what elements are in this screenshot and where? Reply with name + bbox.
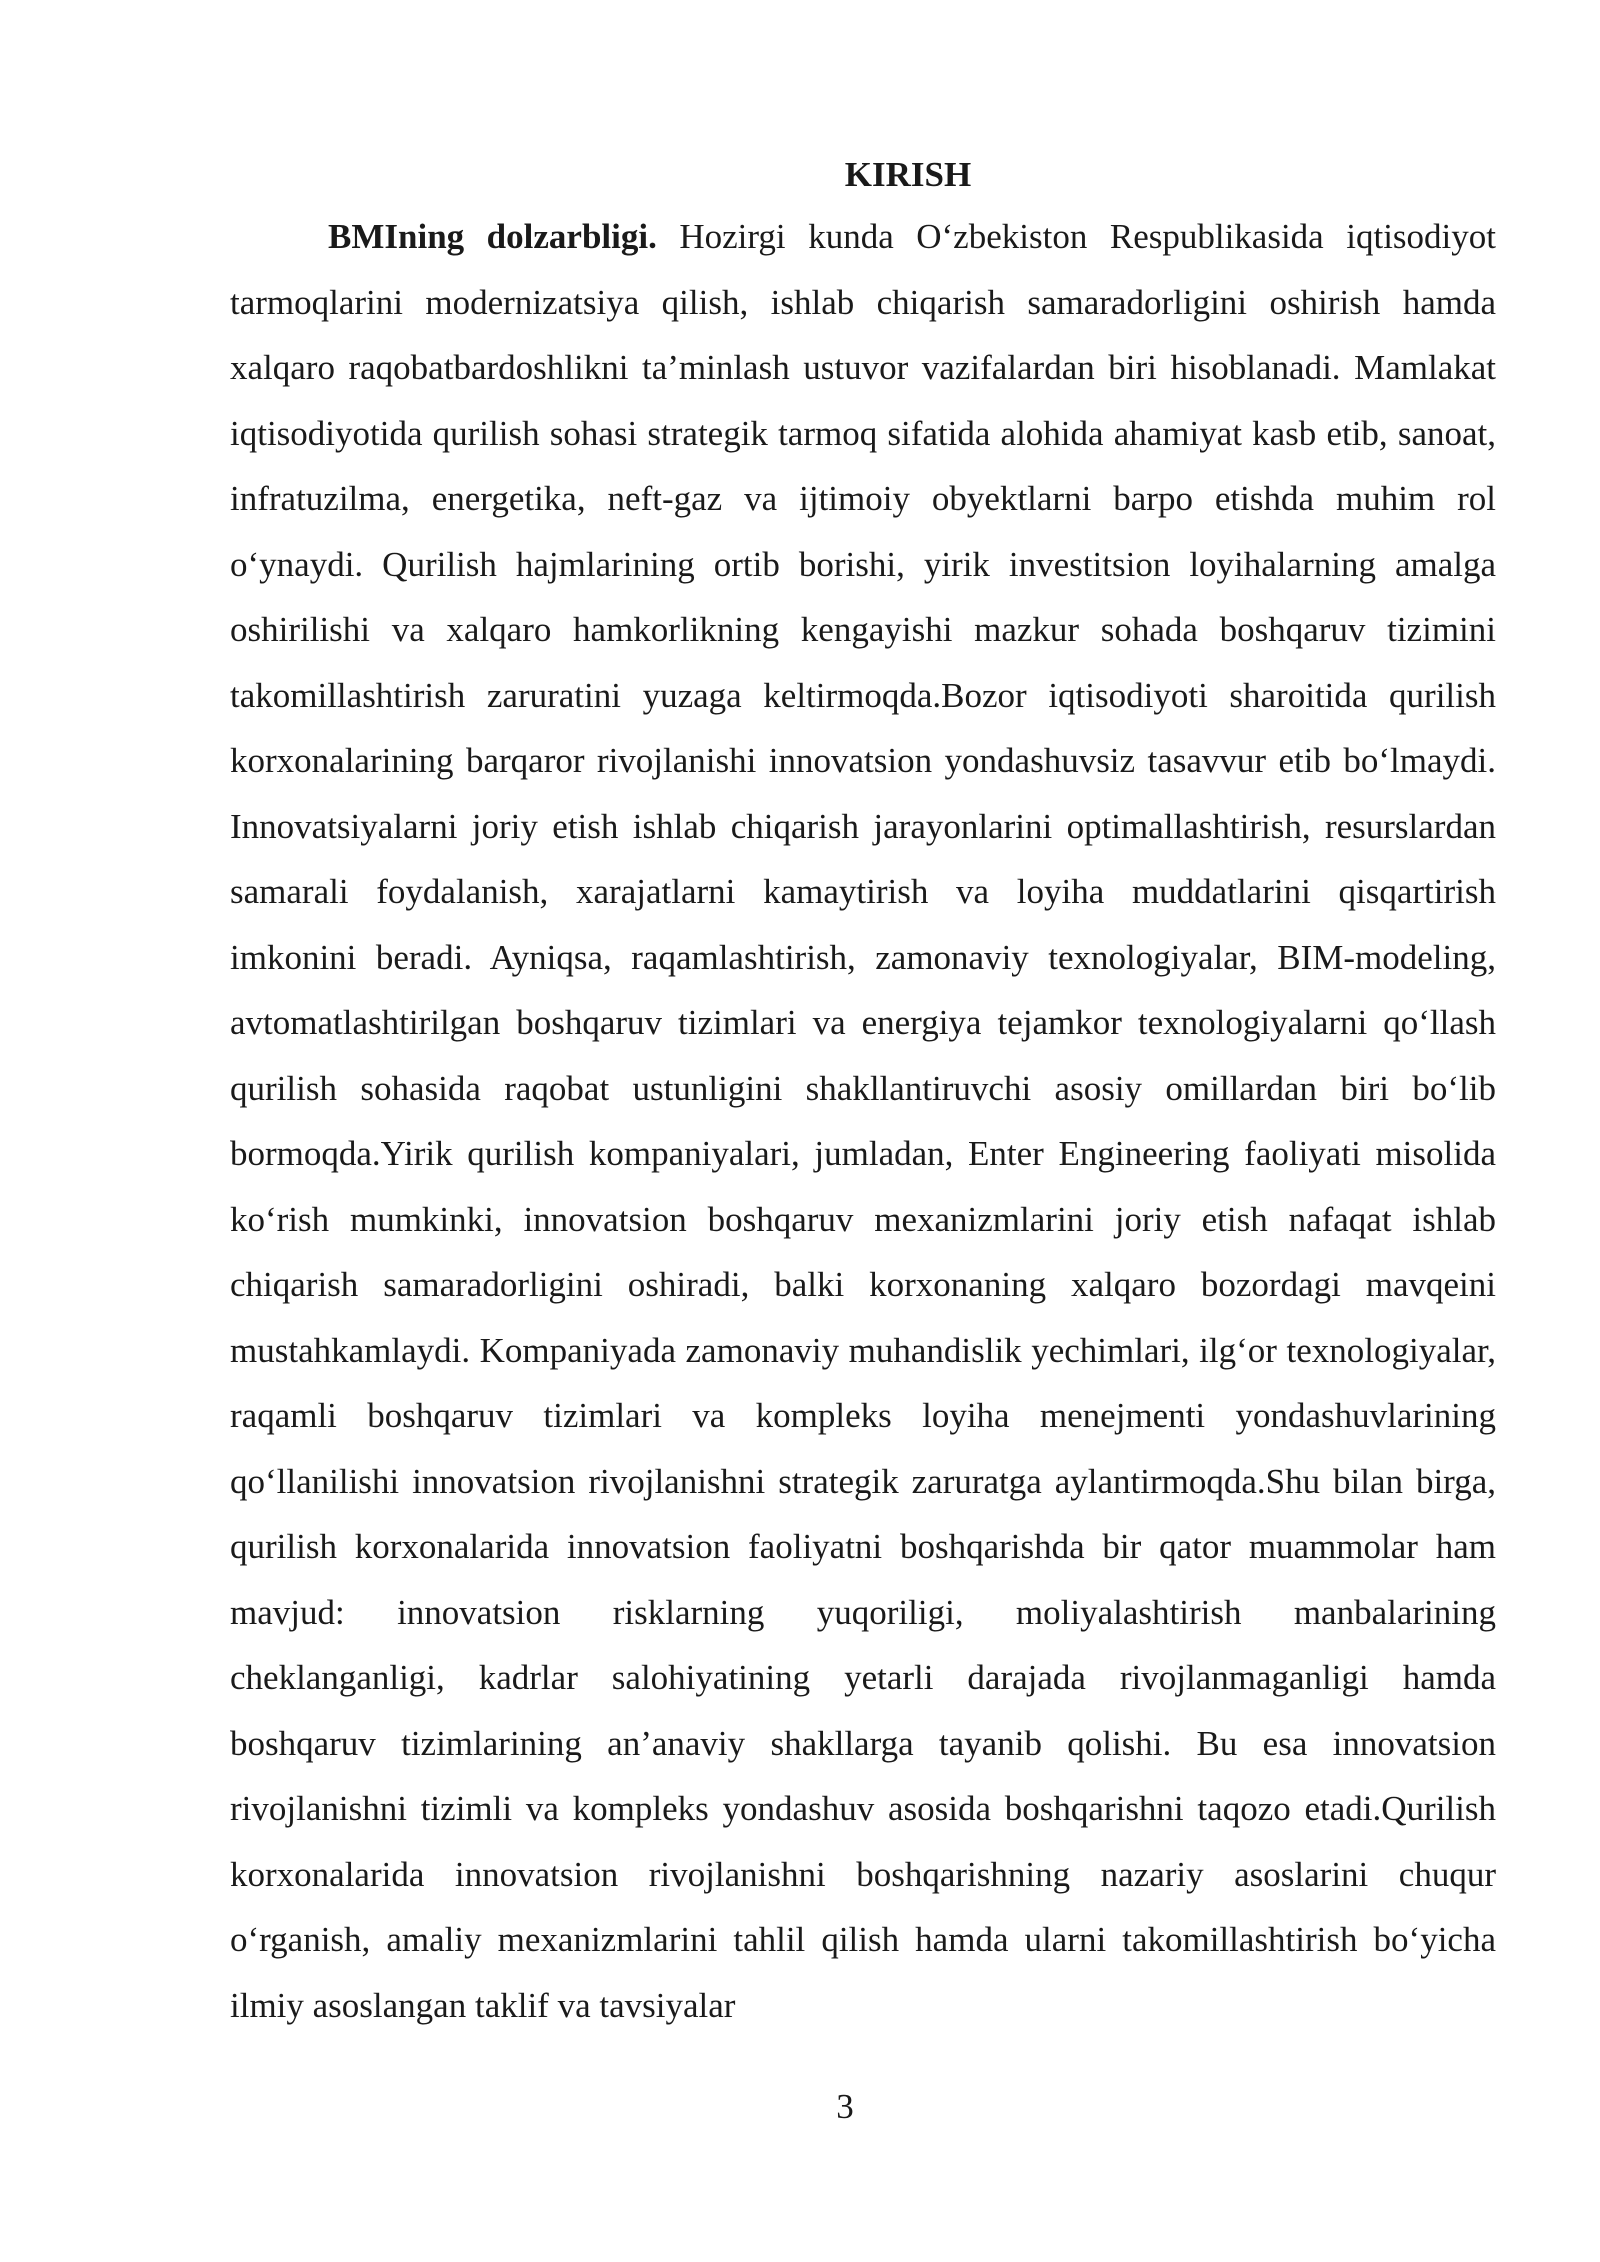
page-number: 3 [836,2087,854,2126]
lead-phrase: BMIning dolzarbligi. [328,217,657,256]
document-page [230,150,1496,2038]
section-heading: KIRISH [844,155,972,194]
paragraph-text: Hozirgi kunda O‘zbekiston Respublikasida iqtisodiyot tarmoqlarini modernizatsiya qilish, ishlab chiqarish samaradorligini oshirish hamda xalqaro raqobatbardoshlikni ta’minlash ustuvor vazifalardan biri hisoblanadi. Mamlakat iqtisodiyotida qurilish sohasi strategik tarmoq sifatida alohida ahamiyat kasb etib, sanoat, infratuzilma, energetika, neft-gaz va ijtimoiy obyektlarni barpo etishda muhim rol o‘ynaydi. Qurilish hajmlarining ortib borishi, yirik investitsion loyihalarning amalga oshirilishi va xalqaro hamkorlikning kengayishi mazkur sohada boshqaruv tizimini takomillashtirish zaruratini yuzaga keltirmoqda.Bozor iqtisodiyoti sharoitida qurilish korxonalarining barqaror rivojlanishi innovatsion yondashuvsiz tasavvur etib bo‘lmaydi. Innovatsiyalarni joriy etish ishlab chiqarish jarayonlarini optimallashtirish, resurslardan samarali foydalanish, xarajatlarni kamaytirish va loyiha muddatlarini qisqartirish imkonini beradi. Ayniqsa, raqamlashtirish, zamonaviy texnologiyalar, BIM-modeling, avtomatlashtirilgan boshqaruv tizimlari va energiya tejamkor texnologiyalarni qo‘llash qurilish sohasida raqobat ustunligini shakllantiruvchi asosiy omillardan biri bo‘lib bormoqda.Yirik qurilish kompaniyalari, jumladan, Enter Engineering faoliyati misolida ko‘rish mumkinki, innovatsion boshqaruv mexanizmlarini joriy etish nafaqat ishlab chiqarish samaradorligini oshiradi, balki korxonaning xalqaro bozordagi mavqeini mustahkamlaydi. Kompaniyada zamonaviy muhandislik yechimlari, ilg‘or texnologiyalar, raqamli boshqaruv tizimlari va kompleks loyiha menejmenti yondashuvlarining qo‘llanilishi innovatsion rivojlanishni strategik zaruratga aylantirmoqda.Shu bilan birga, qurilish korxonalarida innovatsion faoliyatni boshqarishda bir qator muammolar ham mavjud: innovatsion risklarning yuqoriligi, moliyalashtirish manbalarining cheklanganligi, kadrlar salohiyatining yetarli darajada rivojlanmaganligi hamda boshqaruv tizimlarining an’anaviy shakllarga tayanib qolishi. Bu esa innovatsion rivojlanishni tizimli va kompleks yondashuv asosida boshqarishni taqozo etadi.Qurilish korxonalarida innovatsion rivojlanishni boshqarishning nazariy asoslarini chuqur o‘rganish, amaliy mexanizmlarini tahlil qilish hamda ularni takomillashtirish bo‘yicha ilmiy asoslangan taklif va tavsiyalar [230,217,1496,2025]
body-paragraph [230,204,1496,2038]
